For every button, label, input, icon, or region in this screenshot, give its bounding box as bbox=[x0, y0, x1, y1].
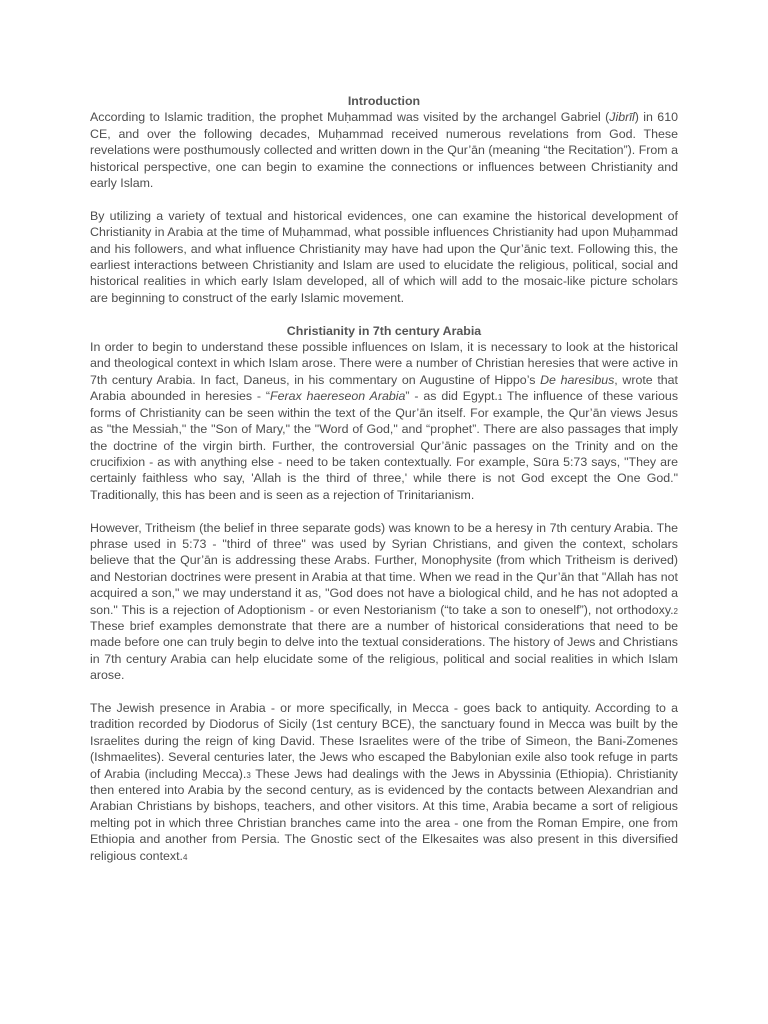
text-run: These brief examples demonstrate that there are a number of historical considerations that need to be made before one can truly begin to delve into the textual considerations. The history of Jews and Christians in 7th century Arabia can help elucidate some of the religious, political and social realities in which Islam arose. bbox=[90, 618, 678, 683]
paragraph-gap bbox=[90, 191, 678, 207]
section-introduction bbox=[90, 93, 678, 323]
paragraph-gap bbox=[90, 684, 678, 700]
document-page bbox=[90, 93, 678, 864]
text-run: In order to begin to understand these possible influences on Islam, it is necessary to look at the historical and theological context in which Islam arose. There were a number of Christian heresies that were active in 7th century Arabia. In fact, Daneus, in his commentary on Augustine of Hippo’s bbox=[90, 340, 678, 387]
paragraph bbox=[90, 700, 678, 864]
text-run: ” - as did Egypt. bbox=[405, 389, 498, 404]
text-run: ) in 610 CE, and over the following decades, Muḥammad received numerous revelations from God. These revelations were posthumously collected and written down in the Qur’ān (meaning “the Recitation”). From a historical perspective, one can begin to examine the connections or influences between Christianity and early Islam. bbox=[90, 110, 678, 191]
paragraph bbox=[90, 339, 678, 503]
footnote-marker: 4 bbox=[182, 852, 188, 862]
section-heading: Introduction bbox=[347, 94, 421, 108]
footnote-marker: 1 bbox=[497, 393, 503, 403]
text-run: According to Islamic tradition, the prophet Muḥammad was visited by the archangel Gabriel ( bbox=[90, 110, 610, 125]
italic-term: De haresibus bbox=[540, 372, 615, 387]
text-run: These Jews had dealings with the Jews in Abyssinia (Ethiopia). Christianity then entered into Arabia by the second century, as is evidenced by the contacts between Alexandrian and Arabian Christians by bishops, teachers, and other visitors. At this time, Arabia became a sort of religious melting pot in which three Christian branches came into the area - one from the Roman Empire, one from Ethiopia and another from Persia. The Gnostic sect of the Elkesaites was also present in this diversified religious context. bbox=[90, 766, 678, 863]
text-run: The influence of these various forms of Christianity can be seen within the text of the Qur’ān itself. For example, the Qur’ān views Jesus as "the Messiah," the "Son of Mary," the "Word of God," and “prophet”. There are also passages that imply the doctrine of the virgin birth. Further, the controversial Qur’ānic passages on the Trinity and on the crucifixion - as with anything else - need to be taken contextually. For example, Sūra 5:73 says, "They are certainly faithless who say, 'Allah is the third of three,' while there is not God except the One God." Traditionally, this has been and is seen as a rejection of Trinitarianism. bbox=[90, 389, 679, 502]
paragraph-gap bbox=[90, 306, 678, 322]
section-christianity-arabia bbox=[90, 323, 678, 864]
italic-term: Jibrīl bbox=[609, 110, 635, 125]
text-run: , wrote that Arabia abounded in heresies - “ bbox=[90, 372, 679, 404]
text-run: By utilizing a variety of textual and historical evidences, one can examine the historical development of Christianity in Arabia at the time of Muḥammad, what possible influences Christianity had upon Muḥammad and his followers, and what influence Christianity may have had upon the Qur’ānic text. Following this, the earliest interactions between Christianity and Islam are used to elucidate the religious, political, social and historical realities in which early Islam developed, all of which will add to the mosaic-like picture scholars are beginning to construct of the early Islamic movement. bbox=[90, 208, 678, 305]
paragraph bbox=[90, 109, 678, 191]
text-run: However, Tritheism (the belief in three separate gods) was known to be a heresy in 7th century Arabia. The phrase used in 5:73 - "third of three" was used by Syrian Christians, and given the context, scholars believe that the Qur’ān is addressing these Arabs. Further, Monophysite (from which Tritheism is derived) and Nestorian doctrines were present in Arabia at that time. When we read in the Qur’ān that "Allah has not acquired a son," we may understand it as, "God does not have a biological child, and he has not adopted a son." This is a rejection of Adoptionism - or even Nestorianism (“to take a son to oneself”), not orthodoxy. bbox=[90, 520, 678, 617]
text-run: The Jewish presence in Arabia - or more specifically, in Mecca - goes back to antiquity. According to a tradition recorded by Diodorus of Sicily (1st century BCE), the sanctuary found in Mecca was built by the Israelites during the reign of king David. These Israelites were of the tribe of Simeon, the Bani-Zomenes (Ishmaelites). Several centuries later, the Jews who escaped the Babylonian exile also took refuge in parts of Arabia (including Mecca). bbox=[90, 700, 678, 781]
footnote-marker: 2 bbox=[673, 606, 678, 616]
paragraph-gap bbox=[90, 503, 678, 519]
footnote-marker: 3 bbox=[246, 770, 251, 780]
italic-term: Ferax haereseon Arabia bbox=[270, 389, 406, 404]
paragraph bbox=[90, 520, 678, 684]
section-heading: Christianity in 7th century Arabia bbox=[286, 323, 482, 338]
paragraph bbox=[90, 208, 678, 306]
